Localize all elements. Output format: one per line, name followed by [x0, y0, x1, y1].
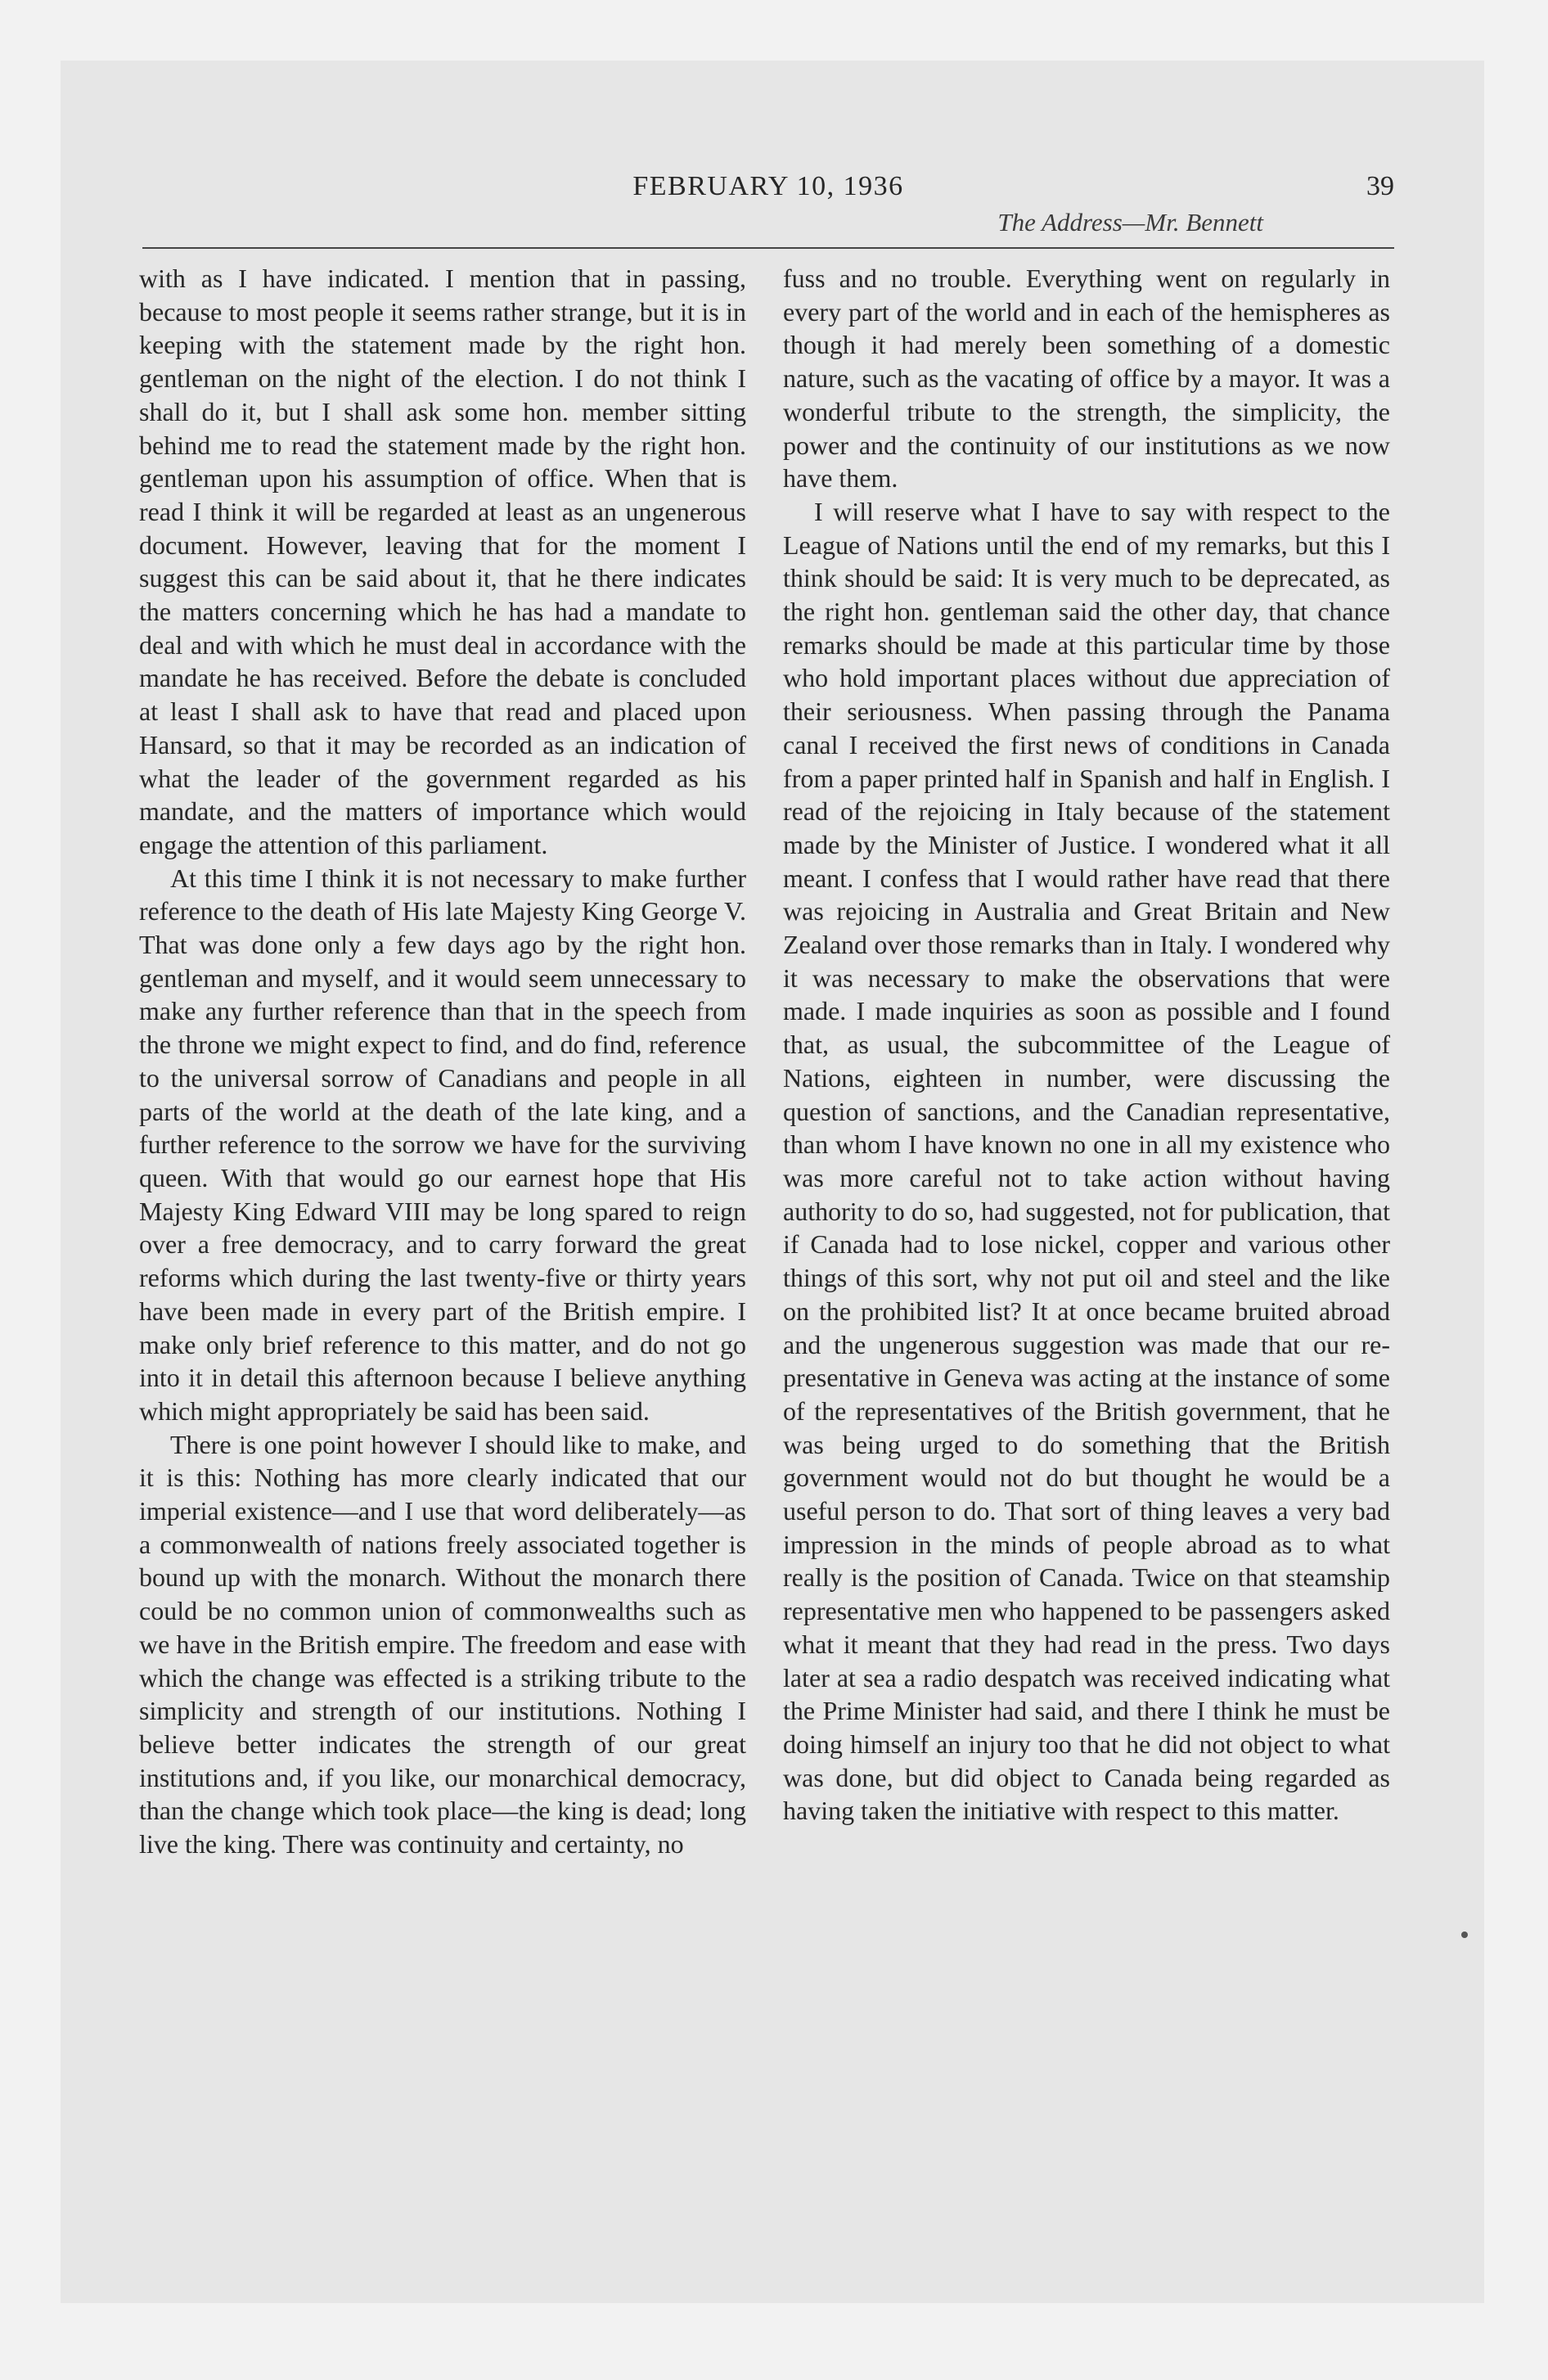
margin-dot: [1461, 1931, 1468, 1938]
page-date: FEBRUARY 10, 1936: [632, 171, 904, 201]
running-title: The Address—Mr. Bennett: [997, 208, 1263, 237]
left-column: [139, 262, 746, 1861]
page-header: [142, 170, 1394, 246]
paragraph: There is one point however I should like to make, and it is this: Nothing has more clearly indicated that our imperial existence—and I use that word deliberately—as a commonwealth of nations freely associated together is bound up with the monarch. Without the monarch there could be no common union of commonwealths such as we have in the British empire. The freedom and ease with which the change was effected is a striking tribute to the simplicity and strength of our institutions. Nothing I believe better indicates the strength of our great institutions and, if you like, our monarchical democracy, than the change which took place—the king is dead; long live the king. There was continuity and certainty, no: [139, 1429, 746, 1859]
paragraph: with as I have indicated. I mention that in passing, because to most people it seems rather strange, but it is in keeping with the statement made by the right hon. gentleman on the night of the election. I do not think I shall do it, but I shall ask some hon. member sitting behind me to read the statement made by the right hon. gentleman upon his assumption of office. When that is read I think it will be regarded at least as an ungenerous document. However, leaving that for the moment I suggest this can be said about it, that he there indicates the matters concerning which he has had a mandate to deal and with which he must deal in accordance with the mandate he has received. Before the debate is concluded at least I shall ask to have that read and placed upon Hansard, so that it may be recorded as an indication of what the leader of the government regarded as his mandate, and the matters of importance which would engage the attention of this parliament.: [139, 264, 746, 859]
paragraph: fuss and no trouble. Everything went on regularly in every part of the world and in each of the hemispheres as though it had merely been something of a domestic nature, such as the vacating of office by a mayor. It was a wonderful tribute to the strength, the simplicity, the power and the continuity of our institutions as we now have them.: [783, 264, 1390, 494]
paragraph: I will reserve what I have to say with respect to the League of Nations until the end of my remarks, but this I think should be said: It is very much to be deprecated, as the right hon. gentleman said the other day, that chance remarks should be made at this particular time by those who hold important places without due appreciation of their seriousness. When passing through the Panama canal I received the first news of conditions in Canada from a paper printed half in Spanish and half in English. I read of the rejoicing in Italy because of the statement made by the Minister of Justice. I wondered what it all meant. I confess that I would rather have read that there was rejoicing in Australia and Great Britain and New Zealand over those remarks than in Italy. I wondered why it was necessary to make the observations that were made. I made inquiries as soon as possible and I found that, as usual, the subcommittee of the League of Nations, eighteen in number, were discussing the question of sanctions, and the Canadian representative, than whom I have known no one in all my existence who was more careful not to take action without having authority to do so, had suggested, not for publication, that if Canada had to lose nickel, copper and various other things of this sort, why not put oil and steel and the like on the prohibited list? It at once became bruited abroad and the ungenerous suggestion was made that our representative in Geneva was acting at the instance of some of the representatives of the British government, that he was being urged to do something that the British government would not do but thought he would be a useful person to do. That sort of thing leaves a very bad impression in the minds of people abroad as to what really is the position of Canada. Twice on that steamship representative men who happened to be passengers asked what it meant that they had read in the press. Two days later at sea a radio despatch was received indicating what the Prime Minister had said, and there I think he must be doing himself an injury too that he did not object to what was done, but did object to Canada being regarded as having taken the initiative with respect to this matter.: [783, 496, 1390, 1826]
header-rule: [142, 247, 1394, 249]
right-column: [783, 262, 1390, 1828]
paragraph: At this time I think it is not necessary to make further reference to the death of His late Majesty King George V. That was done only a few days ago by the right hon. gentleman and myself, and it would seem unnecessary to make any further reference than that in the speech from the throne we might expect to find, and do find, reference to the universal sorrow of Canadians and people in all parts of the world at the death of the late king, and a further reference to the sorrow we have for the surviving queen. With that would go our earnest hope that His Majesty King Edward VIII may be long spared to reign over a free democracy, and to carry forward the great reforms which during the last twenty-five or thirty years have been made in every part of the British empire. I make only brief reference to this matter, and do not go into it in detail this afternoon because I believe anything which might appropriately be said has been said.: [139, 863, 746, 1426]
page-number: 39: [1366, 171, 1394, 201]
